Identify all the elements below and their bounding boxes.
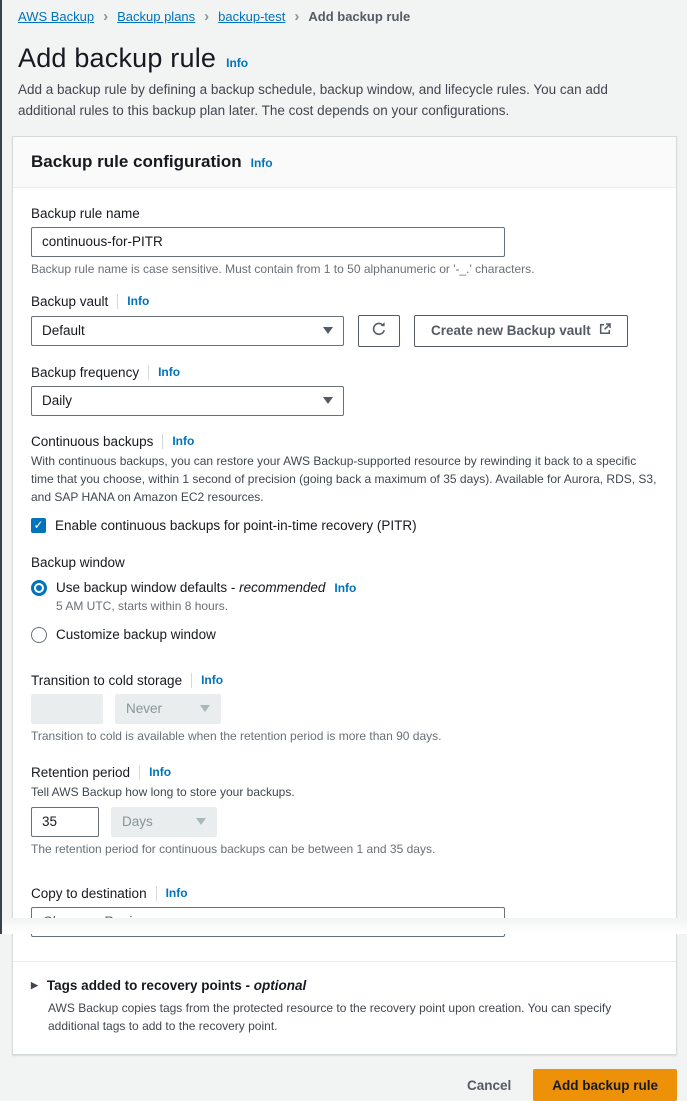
cold-storage-info-link[interactable]: Info bbox=[201, 673, 224, 688]
breadcrumb-link-aws-backup[interactable]: AWS Backup bbox=[18, 9, 95, 24]
backup-vault-info-link[interactable]: Info bbox=[127, 294, 150, 309]
label-divider bbox=[148, 365, 149, 380]
retention-period-description: Tell AWS Backup how long to store your backups. bbox=[31, 784, 295, 799]
backup-window-info-link[interactable]: Info bbox=[334, 580, 357, 595]
tags-expander[interactable] bbox=[31, 978, 658, 993]
rule-name-input[interactable] bbox=[31, 227, 505, 257]
backup-frequency-info-link[interactable]: Info bbox=[158, 365, 181, 380]
cold-storage-help: Transition to cold is available when the retention period is more than 90 days. bbox=[31, 728, 442, 743]
backup-vault-select[interactable] bbox=[31, 316, 344, 346]
breadcrumb-link-backup-test[interactable]: backup-test bbox=[218, 9, 286, 24]
label-divider bbox=[139, 765, 140, 780]
label-divider bbox=[191, 673, 192, 688]
retention-period-unit-select bbox=[111, 807, 217, 837]
pitr-checkbox[interactable]: ✓ bbox=[31, 518, 46, 533]
external-link-icon bbox=[599, 323, 611, 338]
card-title: Backup rule configuration bbox=[31, 151, 242, 171]
breadcrumb-current-page: Add backup rule bbox=[308, 9, 411, 24]
create-backup-vault-button-label: Create new Backup vault bbox=[431, 323, 591, 339]
add-backup-rule-button[interactable]: Add backup rule bbox=[533, 1069, 677, 1101]
tags-section-description: AWS Backup copies tags from the protected resource to the recovery point upon creation. You can specify additional tags to add to the recovery point. bbox=[48, 1000, 612, 1034]
continuous-backups-info-link[interactable]: Info bbox=[172, 434, 195, 449]
label-divider bbox=[162, 434, 163, 449]
bottom-fade bbox=[2, 918, 687, 934]
backup-frequency-label: Backup frequency bbox=[31, 364, 140, 380]
cold-storage-value-input bbox=[31, 694, 103, 724]
cold-storage-unit-value: Never bbox=[126, 701, 163, 717]
rule-name-help: Backup rule name is case sensitive. Must contain from 1 to 50 alphanumeric or '-_.' characters. bbox=[31, 261, 535, 276]
refresh-icon bbox=[371, 321, 387, 340]
label-divider bbox=[156, 886, 157, 901]
continuous-backups-label: Continuous backups bbox=[31, 433, 154, 449]
retention-period-info-link[interactable]: Info bbox=[149, 765, 172, 780]
chevron-down-icon bbox=[323, 327, 333, 334]
cancel-button[interactable]: Cancel bbox=[466, 1077, 512, 1093]
page-title: Add backup rule bbox=[18, 43, 217, 73]
backup-vault-selected-value: Default bbox=[42, 323, 85, 339]
retention-period-label: Retention period bbox=[31, 764, 131, 780]
footer-actions bbox=[12, 1069, 677, 1101]
backup-window-label: Backup window bbox=[31, 554, 125, 570]
backup-vault-label: Backup vault bbox=[31, 293, 109, 309]
copy-destination-info-link[interactable]: Info bbox=[165, 886, 188, 901]
page-title-info-link[interactable]: Info bbox=[226, 56, 249, 70]
breadcrumb bbox=[2, 0, 687, 30]
backup-window-default-label: Use backup window defaults - recommended bbox=[56, 580, 326, 596]
backup-window-default-radio-row[interactable] bbox=[31, 580, 658, 596]
chevron-down-icon bbox=[323, 397, 333, 404]
pitr-checkbox-row[interactable] bbox=[31, 518, 658, 533]
breadcrumb-separator-icon: › bbox=[103, 8, 109, 25]
breadcrumb-separator-icon: › bbox=[204, 8, 210, 25]
expand-right-icon: ▶ bbox=[31, 979, 38, 990]
copy-destination-label: Copy to destination bbox=[31, 885, 147, 901]
chevron-down-icon bbox=[196, 818, 206, 825]
backup-window-custom-radio[interactable] bbox=[31, 627, 47, 643]
retention-period-value-input[interactable] bbox=[31, 807, 99, 837]
breadcrumb-link-backup-plans[interactable]: Backup plans bbox=[117, 9, 196, 24]
label-divider bbox=[117, 294, 118, 309]
retention-period-unit-value: Days bbox=[122, 814, 153, 830]
refresh-vaults-button[interactable] bbox=[358, 315, 400, 347]
continuous-backups-description: With continuous backups, you can restore your AWS Backup-supported resource by rewinding it back to a specific time that you choose, within 1 second of precision (going back a maximum of 35 days). Available for Aurora, RDS, S3, and SAP HANA on Amazon EC2 resources. bbox=[31, 453, 657, 504]
card-title-info-link[interactable]: Info bbox=[250, 155, 273, 170]
rule-name-label: Backup rule name bbox=[31, 205, 140, 221]
create-backup-vault-button[interactable] bbox=[414, 315, 628, 347]
breadcrumb-separator-icon: › bbox=[294, 8, 300, 25]
chevron-down-icon bbox=[200, 705, 210, 712]
cold-storage-unit-select bbox=[115, 694, 221, 724]
page-description: Add a backup rule by defining a backup schedule, backup window, and lifecycle rules. You can add additional rules to this backup plan later. The cost depends on your configurations. bbox=[18, 82, 608, 118]
backup-window-default-help: 5 AM UTC, starts within 8 hours. bbox=[56, 598, 229, 613]
cold-storage-label: Transition to cold storage bbox=[31, 672, 183, 688]
tags-section-title: Tags added to recovery points - optional bbox=[46, 977, 307, 993]
retention-period-help: The retention period for continuous backups can be between 1 and 35 days. bbox=[31, 841, 436, 856]
pitr-checkbox-label: Enable continuous backups for point-in-time recovery (PITR) bbox=[55, 517, 417, 533]
backup-frequency-select[interactable] bbox=[31, 386, 344, 416]
tags-section bbox=[13, 961, 676, 1054]
backup-window-default-radio[interactable] bbox=[31, 580, 47, 596]
backup-frequency-selected-value: Daily bbox=[42, 393, 73, 409]
card-header bbox=[13, 137, 676, 188]
backup-window-custom-radio-row[interactable] bbox=[31, 627, 658, 643]
backup-window-custom-label: Customize backup window bbox=[56, 627, 216, 643]
